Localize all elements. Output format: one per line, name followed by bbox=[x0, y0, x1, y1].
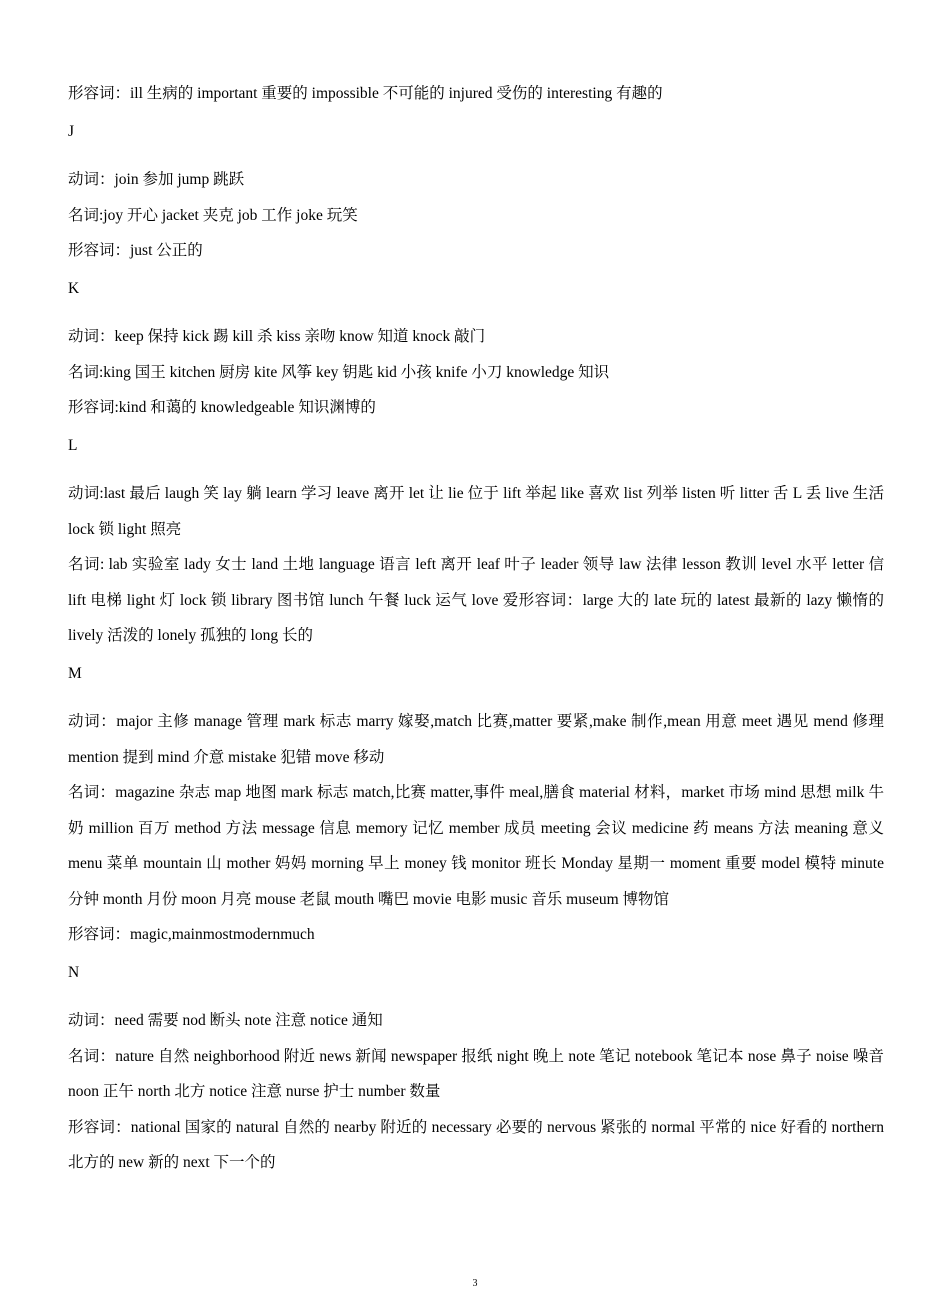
m-adjectives-line: 形容词：magic,mainmostmodernmuch bbox=[68, 926, 315, 943]
page-number: 3 bbox=[472, 1278, 478, 1289]
n-adjectives-paragraph: 形容词：national 国家的 natural 自然的 nearby 附近的 necessary 必要的 nervous 紧张的 normal 平常的 nice 好看的 northern 北方的 new 新的 next 下一个的 bbox=[68, 1118, 884, 1171]
m-verbs-paragraph: 动词：major 主修 manage 管理 mark 标志 marry 嫁娶,match 比赛,matter 要紧,make 制作,mean 用意 meet 遇见 mend 修理 mention 提到 mind 介意 mistake 犯错 move 移动 bbox=[68, 713, 884, 766]
letter-heading-k: K bbox=[68, 279, 80, 297]
n-nouns-paragraph: 名词：nature 自然 neighborhood 附近 news 新闻 newspaper 报纸 night 晚上 note 笔记 notebook 笔记本 nose 鼻子 noise 噪音 noon 正午 north 北方 notice 注意 nurse 护士 number 数量 bbox=[68, 1047, 884, 1100]
page-content bbox=[68, 76, 884, 1181]
letter-heading-m: M bbox=[68, 664, 82, 682]
k-verbs-line: 动词：keep 保持 kick 踢 kill 杀 kiss 亲吻 know 知道 knock 敲门 bbox=[68, 328, 486, 345]
letter-heading-n: N bbox=[68, 963, 80, 981]
l-verbs-paragraph: 动词:last 最后 laugh 笑 lay 躺 learn 学习 leave 离开 let 让 lie 位于 lift 举起 like 喜欢 list 列举 listen 听 litter 舌 L 丢 live 生活 lock 锁 light 照亮 bbox=[68, 485, 884, 538]
l-nouns-adjectives-paragraph: 名词: lab 实验室 lady 女士 land 土地 language 语言 left 离开 leaf 叶子 leader 领导 law 法律 lesson 教训 level 水平 letter 信 lift 电梯 light 灯 lock 锁 library 图书馆 lunch 午餐 luck 运气 love 爱形容词：large 大的 late 玩的 latest 最新的 lazy 懒惰的 lively 活泼的 lonely 孤独的 long 长的 bbox=[68, 556, 884, 644]
i-adjectives-line: 形容词：ill 生病的 important 重要的 impossible 不可能的 injured 受伤的 interesting 有趣的 bbox=[68, 85, 663, 102]
j-nouns-line: 名词:joy 开心 jacket 夹克 job 工作 joke 玩笑 bbox=[68, 206, 358, 224]
j-verbs-line: 动词：join 参加 jump 跳跃 bbox=[68, 171, 245, 188]
n-verbs-line: 动词：need 需要 nod 断头 note 注意 notice 通知 bbox=[68, 1012, 383, 1029]
k-adjectives-line: 形容词:kind 和蔼的 knowledgeable 知识渊博的 bbox=[68, 399, 376, 416]
j-adjectives-line: 形容词：just 公正的 bbox=[68, 242, 203, 259]
letter-heading-l: L bbox=[68, 436, 78, 454]
letter-heading-j: J bbox=[68, 122, 75, 140]
m-nouns-paragraph: 名词：magazine 杂志 map 地图 mark 标志 match,比赛 matter,事件 meal,膳食 material 材料，market 市场 mind 思想 milk 牛奶 million 百万 method 方法 message 信息 memory 记忆 member 成员 meeting 会议 medicine 药 means 方法 meaning 意义 menu 菜单 mountain 山 mother 妈妈 morning 早上 money 钱 monitor 班长 Monday 星期一 moment 重要 model 模特 minute 分钟 month 月份 moon 月亮 mouse 老鼠 mouth 嘴巴 movie 电影 music 音乐 museum 博物馆 bbox=[68, 784, 884, 908]
k-nouns-line: 名词:king 国王 kitchen 厨房 kite 风筝 key 钥匙 kid 小孩 knife 小刀 knowledge 知识 bbox=[68, 363, 610, 381]
